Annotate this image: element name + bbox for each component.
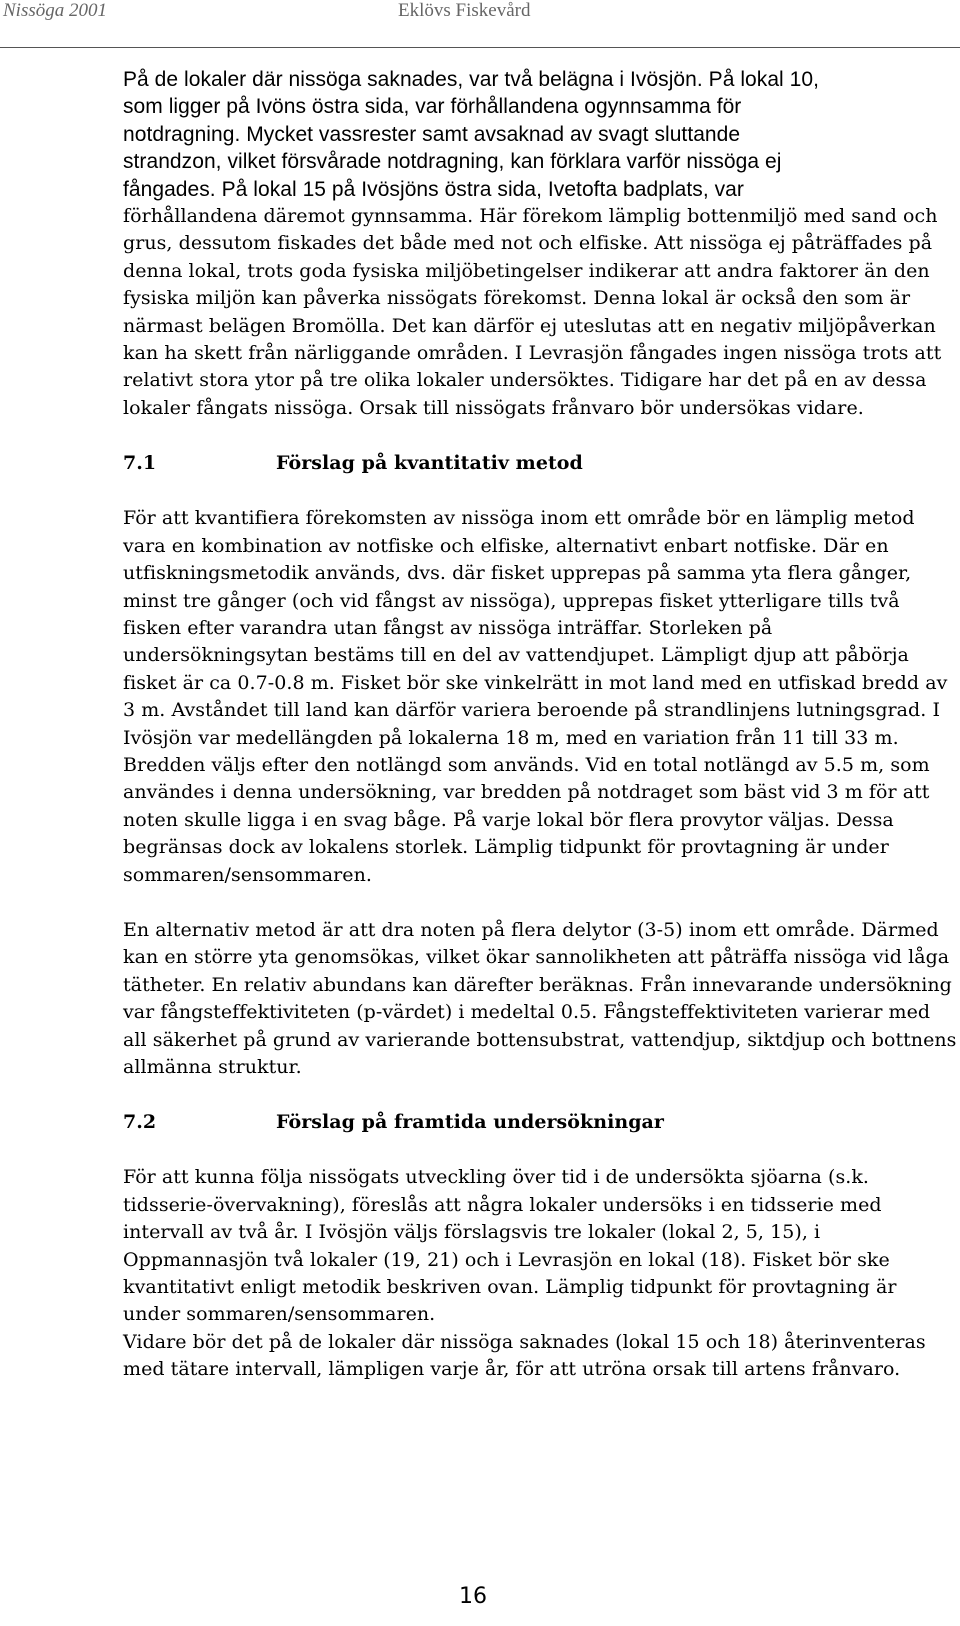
header-right-title: Eklövs Fiskevård (398, 0, 531, 21)
paragraph-lead-line-3: notdragning. Mycket vassrester samt avsaknad av svagt sluttande (123, 122, 741, 146)
paragraph-2: För att kvantifiera förekomsten av nissöga inom ett område bör en lämplig metod vara en kombination av notfiske och elfiske, alternativt enbart notfiske. Där en utfiskningsmetodik används, dvs. där fisket upprepas på samma yta flera gånger, minst tre gånger (och vid fångst av nissöga), upprepas fisket ytterligare tills två fisken efter varandra utan fångst av nissöga inträffar. Storleken på undersökningsytan bestäms till en del av vattendjupet. Lämpligt djup att påbörja fisket är ca 0.7-0.8 m. Fisket bör ske vinkelrätt in mot land med en utfiskad bredd av 3 m. Avståndet till land kan därför variera beroende på strandlinjens lutningsgrad. I Ivösjön var medellängden på lokalerna 18 m, med en variation från 11 till 33 m. Bredden väljs efter den notlängd som används. Vid en total notlängd av 5.5 m, som användes i denna undersökning, var bredden på notdraget som bäst vid 3 m för att noten skulle ligga i en svag båge. På varje lokal bör flera provytor väljas. Dessa begränsas dock av lokalens storlek. Lämplig tidpunkt för provtagning är under sommaren/sensommaren. (123, 507, 948, 886)
section-title: Förslag på kvantitativ metod (276, 452, 583, 475)
section-heading-7-2 (123, 1109, 958, 1136)
paragraph-5: Vidare bör det på de lokaler där nissöga saknades (lokal 15 och 18) återinventeras med tätare intervall, lämpligen varje år, för att utröna orsak till artens frånvaro. (123, 1330, 926, 1381)
paragraph-lead-line-4: strandzon, vilket försvårade notdragning, kan förklara varför nissöga ej (123, 150, 782, 174)
paragraph-lead-line-2: som ligger på Ivöns östra sida, var förhållandena ogynnsamma för (123, 95, 742, 119)
paragraph-3: En alternativ metod är att dra noten på flera delytor (3-5) inom ett område. Därmed kan en större yta genomsökas, vilket ökar sannolikheten att påträffa nissöga vid låga tätheter. En relativ abundans kan därefter beräknas. Från innevarande undersökning var fångsteffektiviteten (p-värdet) i medeltal 0.5. Fångsteffektiviteten varierar med all säkerhet på grund av varierande bottensubstrat, vattendjup, siktdjup och bottnens allmänna struktur. (123, 918, 957, 1078)
paragraph-1-continued: förhållandena däremot gynnsamma. Här förekom lämplig bottenmiljö med sand och grus, dessutom fiskades det både med not och elfiske. Att nissöga ej påträffades på denna lokal, trots goda fysiska miljöbetingelser indikerar att andra faktorer än den fysiska miljön kan påverka nissögats förekomst. Denna lokal är också den som är närmast belägen Bromölla. Det kan därför ej uteslutas att en negativ miljöpåverkan kan ha skett från närliggande områden. I Levrasjön fångades ingen nissöga trots att relativt stora ytor på tre olika lokaler undersöktes. Tidigare har det på en av dessa lokaler fångats nissöga. Orsak till nissögats frånvaro bör undersökas vidare. (123, 205, 942, 419)
paragraph-lead-line-1: På de lokaler där nissöga saknades, var två belägna i Ivösjön. På lokal 10, (123, 68, 820, 91)
section-title: Förslag på framtida undersökningar (276, 1111, 664, 1134)
section-number: 7.1 (123, 452, 157, 475)
header-left-title: Nissöga 2001 (3, 0, 107, 21)
document-body (123, 66, 958, 1384)
page-header (0, 0, 960, 52)
page-number: 16 (459, 1584, 487, 1609)
paragraph-4: För att kunna följa nissögats utveckling över tid i de undersökta sjöarna (s.k. tidsserie-övervakning), föreslås att några lokaler undersöks i en tidsserie med intervall av två år. I Ivösjön väljs förslagsvis tre lokaler (lokal 2, 5, 15), i Oppmannasjön två lokaler (19, 21) och i Levrasjön en lokal (18). Fisket bör ske kvantitativt enligt metodik beskriven ovan. Lämplig tidpunkt för provtagning är under sommaren/sensommaren. (123, 1166, 897, 1326)
paragraph-lead-line-5: fångades. På lokal 15 på Ivösjöns östra sida, Ivetofta badplats, var (123, 177, 744, 201)
section-heading-7-1 (123, 450, 958, 477)
section-number: 7.2 (123, 1111, 157, 1134)
header-rule (0, 47, 960, 48)
